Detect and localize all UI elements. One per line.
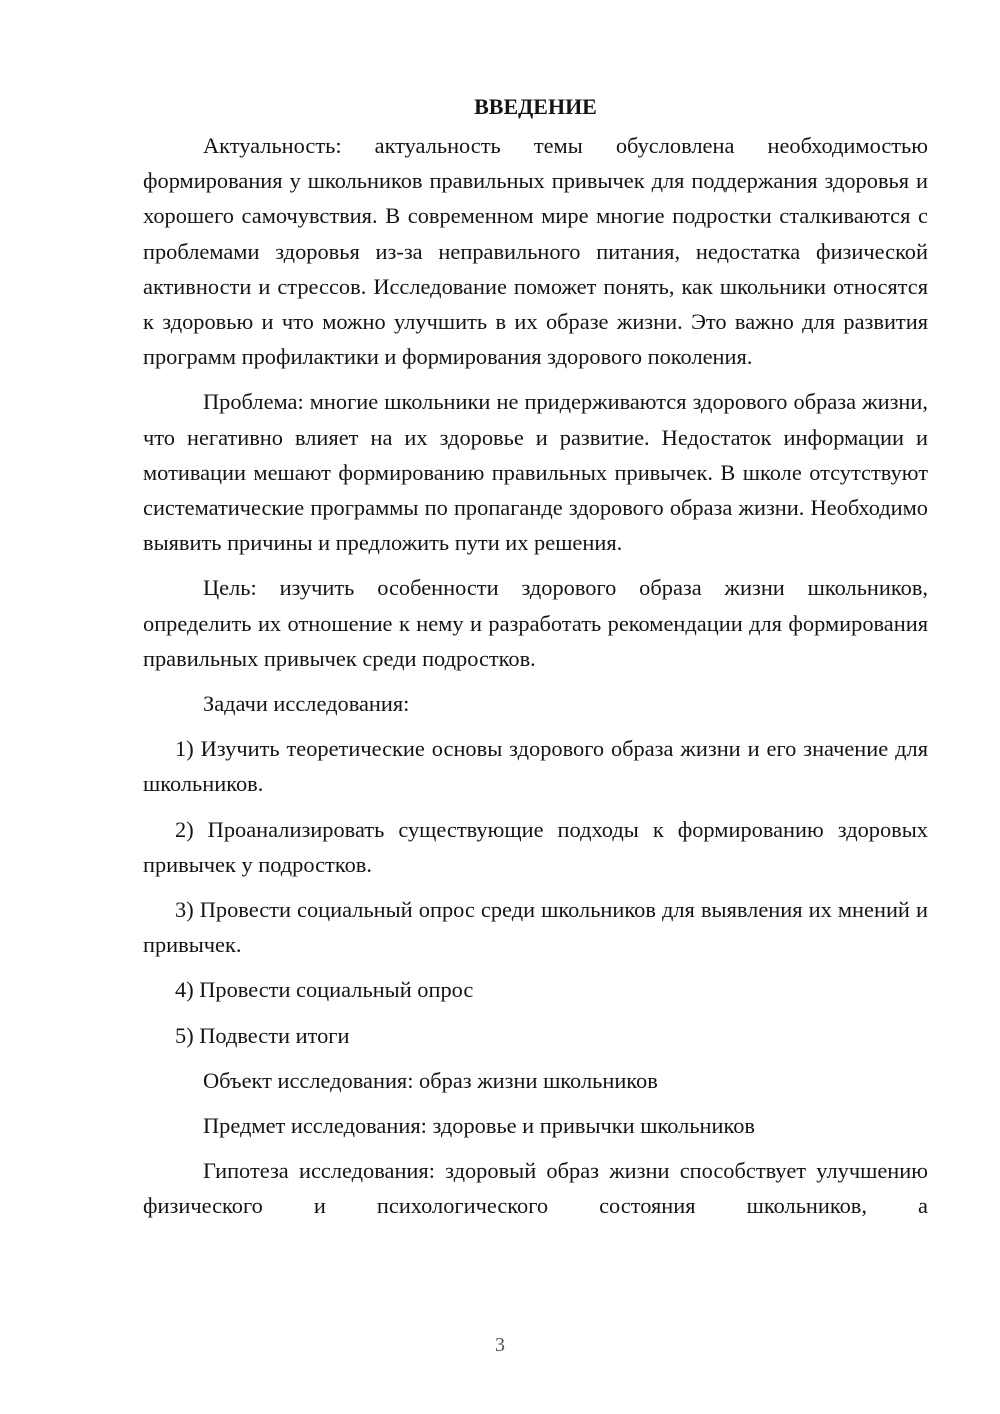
- goal-paragraph: Цель: изучить особенности здорового образа жизни школьников, определить их отношение к нему и разработать рекомендации для формирования правильных привычек среди подростков.: [143, 575, 928, 671]
- problem-paragraph: Проблема: многие школьники не придерживаются здорового образа жизни, что негативно влияет на их здоровье и развитие. Недостаток информации и мотивации мешают формированию правильных привычек. В школе отсутствуют систематические программы по пропаганде здорового образа жизни. Необходимо выявить причины и предложить пути их решения.: [143, 389, 928, 556]
- relevance-paragraph: Актуальность: актуальность темы обусловлена необходимостью формирования у школьников правильных привычек для поддержания здоровья и хорошего самочувствия. В современном мире многие подростки сталкиваются с проблемами здоровья из-за неправильного питания, недостатка физической активности и стрессов. Исследование поможет понять, как школьники относятся к здоровью и что можно улучшить в их образе жизни. Это важно для развития программ профилактики и формирования здорового поколения.: [143, 133, 928, 370]
- task-item-3: 3) Провести социальный опрос среди школьников для выявления их мнений и привычек.: [143, 897, 928, 958]
- task-item-1: 1) Изучить теоретические основы здорового образа жизни и его значение для школьников.: [143, 736, 928, 797]
- research-subject: Предмет исследования: здоровье и привычки школьников: [203, 1113, 756, 1139]
- research-object: Объект исследования: образ жизни школьников: [203, 1067, 658, 1093]
- page-number: 3: [495, 1334, 505, 1356]
- task-item-5: 5) Подвести итоги: [175, 1022, 350, 1048]
- tasks-heading: Задачи исследования:: [203, 691, 410, 717]
- document-page: [143, 92, 928, 1234]
- task-item-4: 4) Провести социальный опрос: [175, 977, 474, 1003]
- section-heading: ВВЕДЕНИЕ: [474, 94, 597, 119]
- research-hypothesis: Гипотеза исследования: здоровый образ жизни способствует улучшению физического и психологического состояния школьников, а: [143, 1158, 928, 1219]
- task-item-2: 2) Проанализировать существующие подходы к формированию здоровых привычек у подростков.: [143, 816, 928, 877]
